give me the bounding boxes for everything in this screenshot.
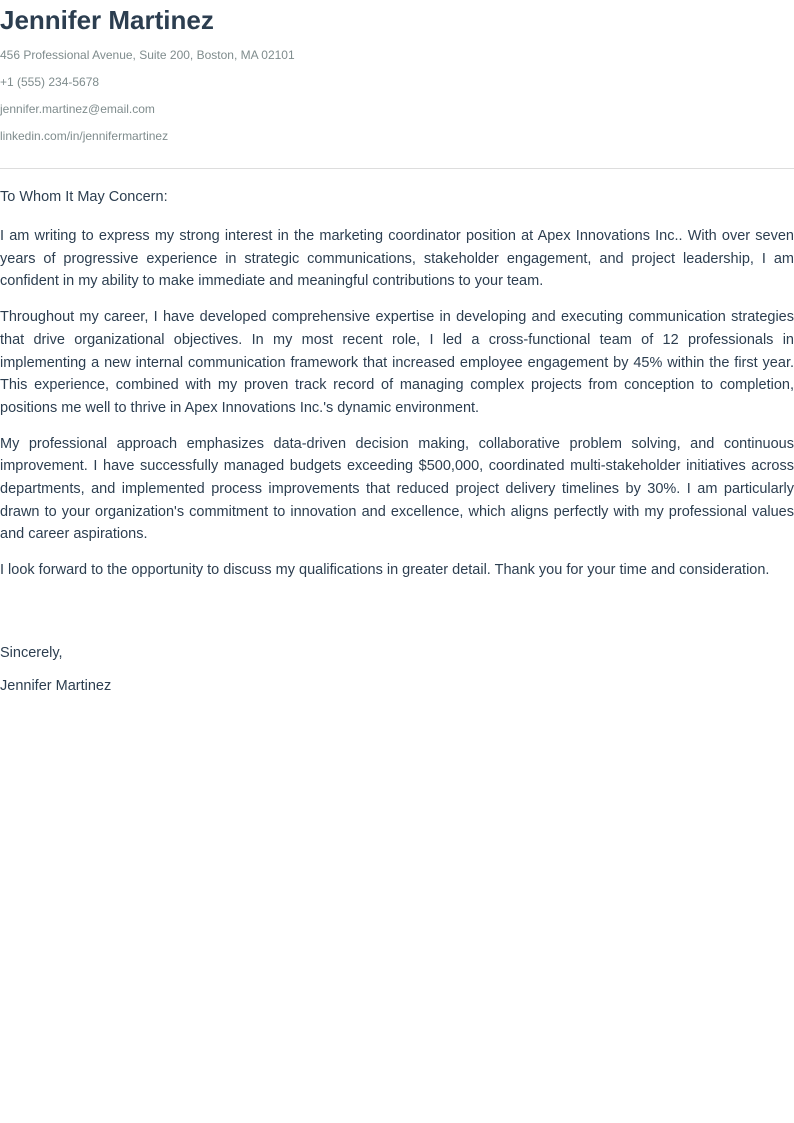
applicant-name: Jennifer Martinez [0,5,214,35]
paragraph-intro: I am writing to express my strong interest in the marketing coordinator position at Apex Innovations Inc.. With over seven years of progressive experience in strategic communications, stakeholder engagement, and project leadership, I am confident in my ability to make immediate and meaningful contributions to your team. [0,228,794,290]
contact-email: jennifer.martinez@email.com [0,102,155,116]
letter-header [0,0,794,144]
header-divider [0,168,794,169]
paragraph-closing: I look forward to the opportunity to discuss my qualifications in greater detail. Thank you for your time and consideration. [0,562,770,579]
contact-info [0,48,794,144]
paragraph-experience: Throughout my career, I have developed comprehensive expertise in developing and executing communication strategies that drive organizational objectives. In my most recent role, I led a cross-functional team of 12 professionals in implementing a new internal communication framework that increased employee engagement by 45% within the first year. This experience, combined with my proven track record of managing complex projects from conception to completion, positions me well to thrive in Apex Innovations Inc.'s dynamic environment. [0,309,794,416]
paragraph-approach: My professional approach emphasizes data-driven decision making, collaborative problem solving, and continuous improvement. I have successfully managed budgets exceeding $500,000, coordinated multi-stakeholder initiatives across departments, and implemented process improvements that reduced project delivery timelines by 30%. I am particularly drawn to your organization's commitment to innovation and excellence, which aligns perfectly with my professional values and career aspirations. [0,435,794,543]
contact-phone: +1 (555) 234-5678 [0,75,100,89]
letter-body [0,186,794,582]
letter-closing [0,643,111,696]
contact-linkedin: linkedin.com/in/jennifermartinez [0,129,169,143]
contact-address: 456 Professional Avenue, Suite 200, Boston, MA 02101 [0,48,295,62]
salutation: To Whom It May Concern: [0,189,168,205]
closing-phrase: Sincerely, [0,645,63,661]
signature-name: Jennifer Martinez [0,678,112,694]
